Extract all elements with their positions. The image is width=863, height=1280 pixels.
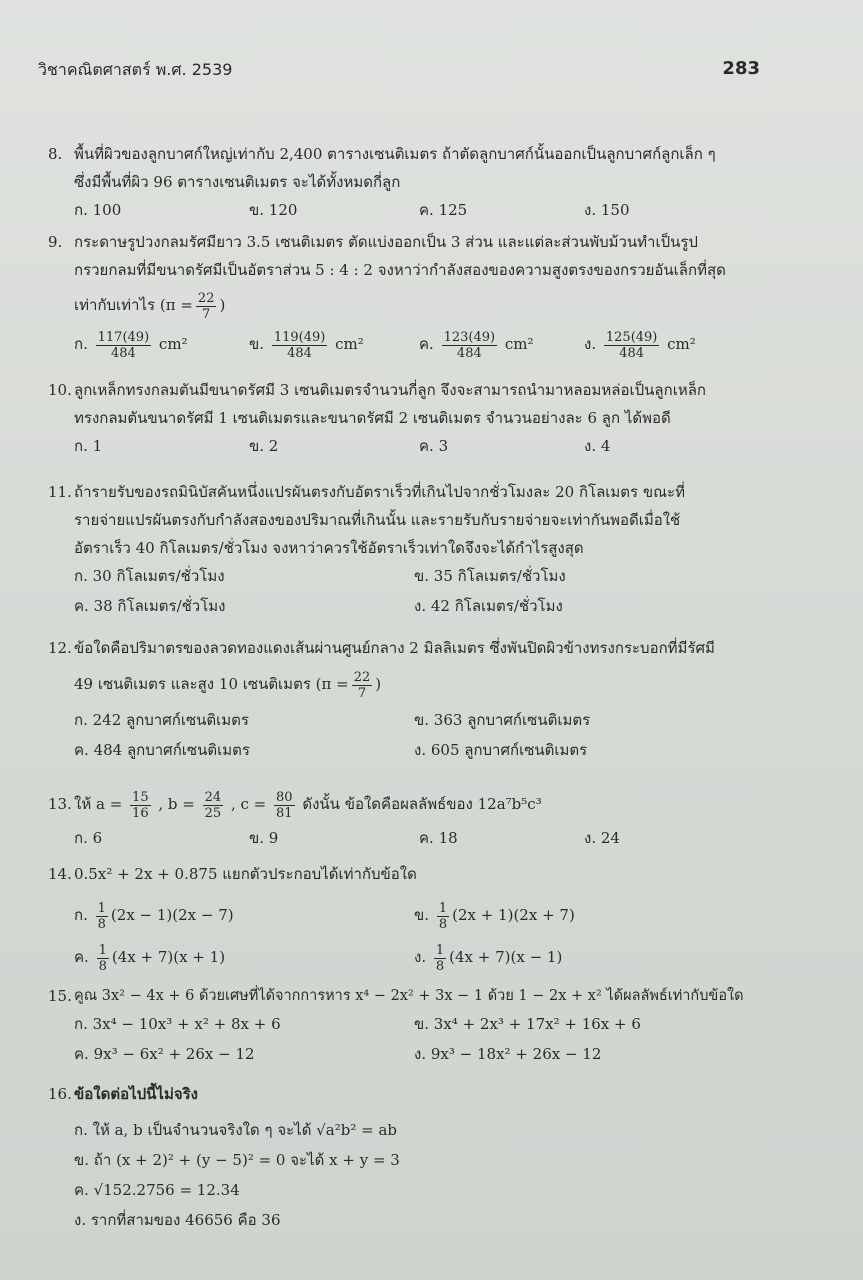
answer-choices-row1 [74, 1010, 768, 1040]
pi-note: (π = $\frac{22}{7}$ ) [159, 290, 226, 322]
choice-d: ง. 150 [584, 201, 630, 219]
fraction-a: $\frac{15}{16}$ [132, 789, 149, 821]
stem-line: กรวยกลมที่มีขนาดรัศมีเป็นอัตราส่วน 5 : 4 : 2 จงหาว่ากำลังสองของความสูงตรงของกรวยอันเล็กที่สุด [74, 261, 726, 279]
question-8 [48, 140, 768, 226]
choice-b: ข. $\frac{1}{8}$ (2x + 1)(2x + 7) [414, 900, 575, 932]
pi-fraction: $\frac{22}{7}$ [353, 669, 371, 701]
stem-text: เท่ากับเท่าไร [74, 296, 156, 314]
choice-b: ข. 120 [249, 201, 298, 219]
question-number: 11. [48, 483, 72, 501]
stem-line: ข้อใดคือปริมาตรของลวดทองแดงเส้นผ่านศูนย์กลาง 2 มิลลิเมตร ซึ่งพันปิดผิวข้างทรงกระบอกที่มีรัศมี [74, 639, 715, 657]
stem-line: ซึ่งมีพื้นที่ผิว 96 ตารางเซนติเมตร จะได้ทั้งหมดกี่ลูก [74, 173, 401, 191]
question-stem: คูณ 3x² − 4x + 6 ด้วยเศษที่ได้จากการหาร x⁴ − 2x² + 3x − 1 ด้วย 1 − 2x + x² ได้ผลลัพธ์เท่ากับข้อใด [74, 988, 744, 1004]
answer-choices [74, 824, 768, 854]
stem-line: รายจ่ายแปรผันตรงกับกำลังสองของปริมาณที่เกินนั้น และรายรับกับรายจ่ายจะเท่ากันพอดีเมื่อใช้ [74, 511, 681, 529]
pi-fraction: $\frac{22}{7}$ [197, 290, 215, 322]
stem-line: ทรงกลมตันขนาดรัศมี 1 เซนติเมตรและขนาดรัศมี 2 เซนติเมตร จำนวนอย่างละ 6 ลูก ได้พอดี [74, 409, 671, 427]
choice-a: ก. 3x⁴ − 10x³ + x² + 8x + 6 [74, 1015, 281, 1033]
statement-b: ข. ถ้า (x + 2)² + (y − 5)² = 0 จะได้ x + y = 3 [74, 1151, 400, 1169]
question-number: 8. [48, 145, 63, 163]
choice-b: ข. 2 [249, 437, 279, 455]
stem-text: 49 เซนติเมตร และสูง 10 เซนติเมตร [74, 675, 311, 693]
choice-a: ก. 30 กิโลเมตร/ชั่วโมง [74, 567, 225, 585]
question-number: 15. [48, 987, 72, 1005]
choice-d: ง. $\frac{125(49)}{484}$ cm² [584, 329, 696, 361]
answer-choices [74, 432, 768, 462]
choice-c: ค. 125 [419, 201, 468, 219]
statement-d: ง. รากที่สามของ 46656 คือ 36 [74, 1211, 281, 1229]
answer-choices-row1 [74, 706, 768, 736]
stem-line: พื้นที่ผิวของลูกบาศก์ใหญ่เท่ากับ 2,400 ตารางเซนติเมตร ถ้าตัดลูกบาศก์นั้นออกเป็นลูกบาศก์ลูกเล็ก ๆ [74, 145, 716, 163]
question-stem [74, 634, 768, 706]
choice-c: ค. 3 [419, 437, 449, 455]
choice-b: ข. 35 กิโลเมตร/ชั่วโมง [414, 567, 566, 585]
statement-list [74, 1116, 768, 1236]
choice-a: ก. $\frac{1}{8}$ (2x − 1)(2x − 7) [74, 900, 234, 932]
question-number: 12. [48, 639, 72, 657]
question-number: 16. [48, 1085, 72, 1103]
running-head: วิชาคณิตศาสตร์ พ.ศ. 2539 [38, 60, 233, 79]
question-11 [48, 478, 768, 622]
stem-line [74, 662, 768, 706]
question-12 [48, 634, 768, 766]
question-number: 14. [48, 865, 72, 883]
answer-choices-row1 [74, 894, 768, 936]
answer-choices-row2 [74, 1040, 768, 1070]
stem-line: กระดาษรูปวงกลมรัศมียาว 3.5 เซนติเมตร ตัดแบ่งออกเป็น 3 ส่วน และแต่ละส่วนพับม้วนทำเป็นรูป [74, 233, 698, 251]
answer-choices-row1 [74, 562, 768, 592]
statement-a: ก. ให้ a, b เป็นจำนวนจริงใด ๆ จะได้ √a²b² = ab [74, 1121, 397, 1139]
choice-c: ค. 9x³ − 6x² + 26x − 12 [74, 1045, 255, 1063]
choice-a: ก. 242 ลูกบาศก์เซนติเมตร [74, 711, 249, 729]
question-number: 9. [48, 233, 63, 251]
question-stem [74, 140, 768, 196]
choice-a: ก. 6 [74, 829, 103, 847]
question-13 [48, 784, 768, 854]
question-16 [48, 1080, 768, 1236]
answer-choices [74, 326, 768, 366]
answer-choices-row2 [74, 592, 768, 622]
stem-line: ลูกเหล็กทรงกลมตันมีขนาดรัศมี 3 เซนติเมตรจำนวนกี่ลูก จึงจะสามารถนำมาหลอมหล่อเป็นลูกเหล็ก [74, 381, 706, 399]
choice-c: ค. 484 ลูกบาศก์เซนติเมตร [74, 741, 250, 759]
question-stem [74, 478, 768, 562]
choice-a: ก. 1 [74, 437, 103, 455]
choice-d: ง. 24 [584, 829, 620, 847]
choice-b: ข. 363 ลูกบาศก์เซนติเมตร [414, 711, 591, 729]
question-10 [48, 376, 768, 462]
answer-choices-row2 [74, 736, 768, 766]
choice-d: ง. 605 ลูกบาศก์เซนติเมตร [414, 741, 588, 759]
choice-b: ข. $\frac{119(49)}{484}$ cm² [249, 329, 364, 361]
question-stem: ข้อใดต่อไปนี้ไม่จริง [74, 1085, 198, 1103]
question-15 [48, 982, 768, 1070]
statement-c: ค. √152.2756 = 12.34 [74, 1181, 240, 1199]
fraction-c: $\frac{80}{81}$ [276, 789, 293, 821]
pi-note: (π = $\frac{22}{7}$ ) [315, 669, 382, 701]
choice-d: ง. $\frac{1}{8}$ (4x + 7)(x − 1) [414, 942, 563, 974]
choice-d: ง. 9x³ − 18x² + 26x − 12 [414, 1045, 602, 1063]
question-stem: 0.5x² + 2x + 0.875 แยกตัวประกอบได้เท่ากับข้อใด [74, 865, 417, 883]
fraction-b: $\frac{24}{25}$ [204, 789, 222, 821]
page-number: 283 [722, 58, 760, 79]
question-14 [48, 860, 768, 978]
choice-d: ง. 42 กิโลเมตร/ชั่วโมง [414, 597, 563, 615]
choice-a: ก. 100 [74, 201, 122, 219]
answer-choices-row2 [74, 936, 768, 978]
question-stem [74, 228, 768, 326]
choice-c: ค. $\frac{123(49)}{484}$ cm² [419, 329, 534, 361]
question-stem [74, 376, 768, 432]
choice-c: ค. 38 กิโลเมตร/ชั่วโมง [74, 597, 226, 615]
stem-line: ถ้ารายรับของรถมินิบัสคันหนึ่งแปรผันตรงกับอัตราเร็วที่เกินไปจากชั่วโมงละ 20 กิโลเมตร ขณะที่ [74, 483, 685, 501]
question-9 [48, 228, 768, 366]
choice-c: ค. $\frac{1}{8}$ (4x + 7)(x + 1) [74, 942, 226, 974]
stem-line [74, 284, 768, 326]
choice-c: ค. 18 [419, 829, 458, 847]
choice-d: ง. 4 [584, 437, 611, 455]
question-number: 13. [48, 795, 72, 813]
stem-line: อัตราเร็ว 40 กิโลเมตร/ชั่วโมง จงหาว่าควรใช้อัตราเร็วเท่าใดจึงจะได้กำไรสูงสุด [74, 539, 584, 557]
question-stem: ให้ a = $\frac{15}{16}$ , b = $\frac{24}{25}$ , c = $\frac{80}{81}$ ดังนั้น ข้อใดคือผลลัพธ์ของ 12a⁷b⁵c³ [74, 789, 542, 821]
answer-choices [74, 196, 768, 226]
choice-a: ก. $\frac{117(49)}{484}$ cm² [74, 329, 188, 361]
choice-b: ข. 3x⁴ + 2x³ + 17x² + 16x + 6 [414, 1015, 641, 1033]
choice-b: ข. 9 [249, 829, 279, 847]
question-number: 10. [48, 381, 72, 399]
